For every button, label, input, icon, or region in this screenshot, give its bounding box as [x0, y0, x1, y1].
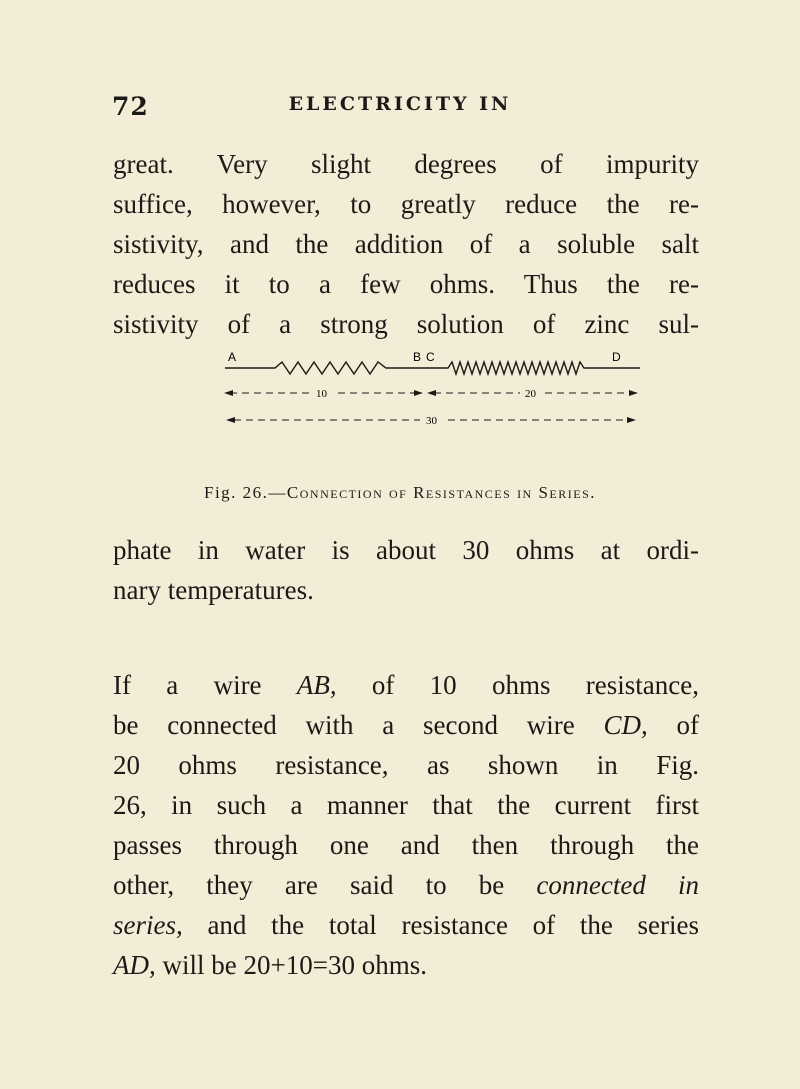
- arrow-ad-left: [226, 417, 235, 423]
- arrow-cd-right: [629, 390, 638, 396]
- series-resistance-diagram: [220, 348, 660, 443]
- paragraph-2: [113, 530, 699, 610]
- text-run: be connected with a second wire: [113, 710, 604, 740]
- label-b: B: [413, 350, 422, 364]
- series-resistance-figure: [220, 348, 660, 443]
- label-c: C: [426, 350, 435, 364]
- running-head: ELECTRICITY IN: [288, 93, 512, 115]
- paragraph-line: suffice, however, to greatly reduce the re-: [113, 189, 699, 219]
- paragraph-line: [113, 865, 699, 905]
- wire-ab: [225, 362, 415, 374]
- paragraph-line: [113, 945, 699, 985]
- italic-run: AD,: [113, 950, 156, 980]
- arrow-cd-left: [427, 390, 436, 396]
- figure-caption-text: Connection of Resistances in Series.: [286, 483, 597, 502]
- paragraph-line: phate in water is about 30 ohms at ordi-: [113, 535, 699, 565]
- text-run: If a wire: [113, 670, 297, 700]
- text-run: will be 20+10=30 ohms.: [155, 950, 427, 980]
- label-d: D: [612, 350, 621, 364]
- dimension-ad: 30: [426, 415, 437, 427]
- paragraph-line: [113, 905, 699, 945]
- paragraph-1: [113, 144, 699, 344]
- arrow-ab-right: [414, 390, 423, 396]
- italic-run: connected in: [536, 870, 699, 900]
- figure-caption-prefix: Fig. 26.—: [203, 483, 287, 502]
- dimension-cd: 20: [525, 388, 536, 400]
- paragraph-line: nary temperatures.: [113, 575, 314, 605]
- dimension-ab: 10: [316, 388, 327, 400]
- text-run: other, they are said to be: [113, 870, 537, 900]
- label-a: A: [228, 350, 237, 364]
- paragraph-line: great. Very slight degrees of impurity: [113, 149, 699, 179]
- paragraph-3: [113, 665, 699, 985]
- arrow-ab-left: [224, 390, 233, 396]
- paragraph-line: 20 ohms resistance, as shown in Fig.: [113, 750, 699, 780]
- paragraph-line: reduces it to a few ohms. Thus the re-: [113, 269, 699, 299]
- paragraph-line: sistivity of a strong solution of zinc sul-: [113, 309, 699, 339]
- text-run: of 10 ohms resistance,: [336, 670, 699, 700]
- page-number: 72: [112, 92, 149, 121]
- arrow-ad-right: [627, 417, 636, 423]
- paragraph-line: passes through one and then through the: [113, 830, 699, 860]
- paragraph-line: [113, 665, 699, 705]
- italic-run: series,: [113, 910, 183, 940]
- paragraph-line: 26, in such a manner that the current first: [113, 790, 699, 820]
- text-run: and the total resistance of the series: [182, 910, 699, 940]
- italic-run: CD,: [603, 710, 648, 740]
- paragraph-line: sistivity, and the addition of a soluble salt: [113, 229, 699, 259]
- text-run: of: [647, 710, 699, 740]
- wire-cd: [432, 362, 640, 374]
- figure-caption: [0, 483, 800, 503]
- paragraph-line: [113, 705, 699, 745]
- italic-run: AB,: [296, 670, 337, 700]
